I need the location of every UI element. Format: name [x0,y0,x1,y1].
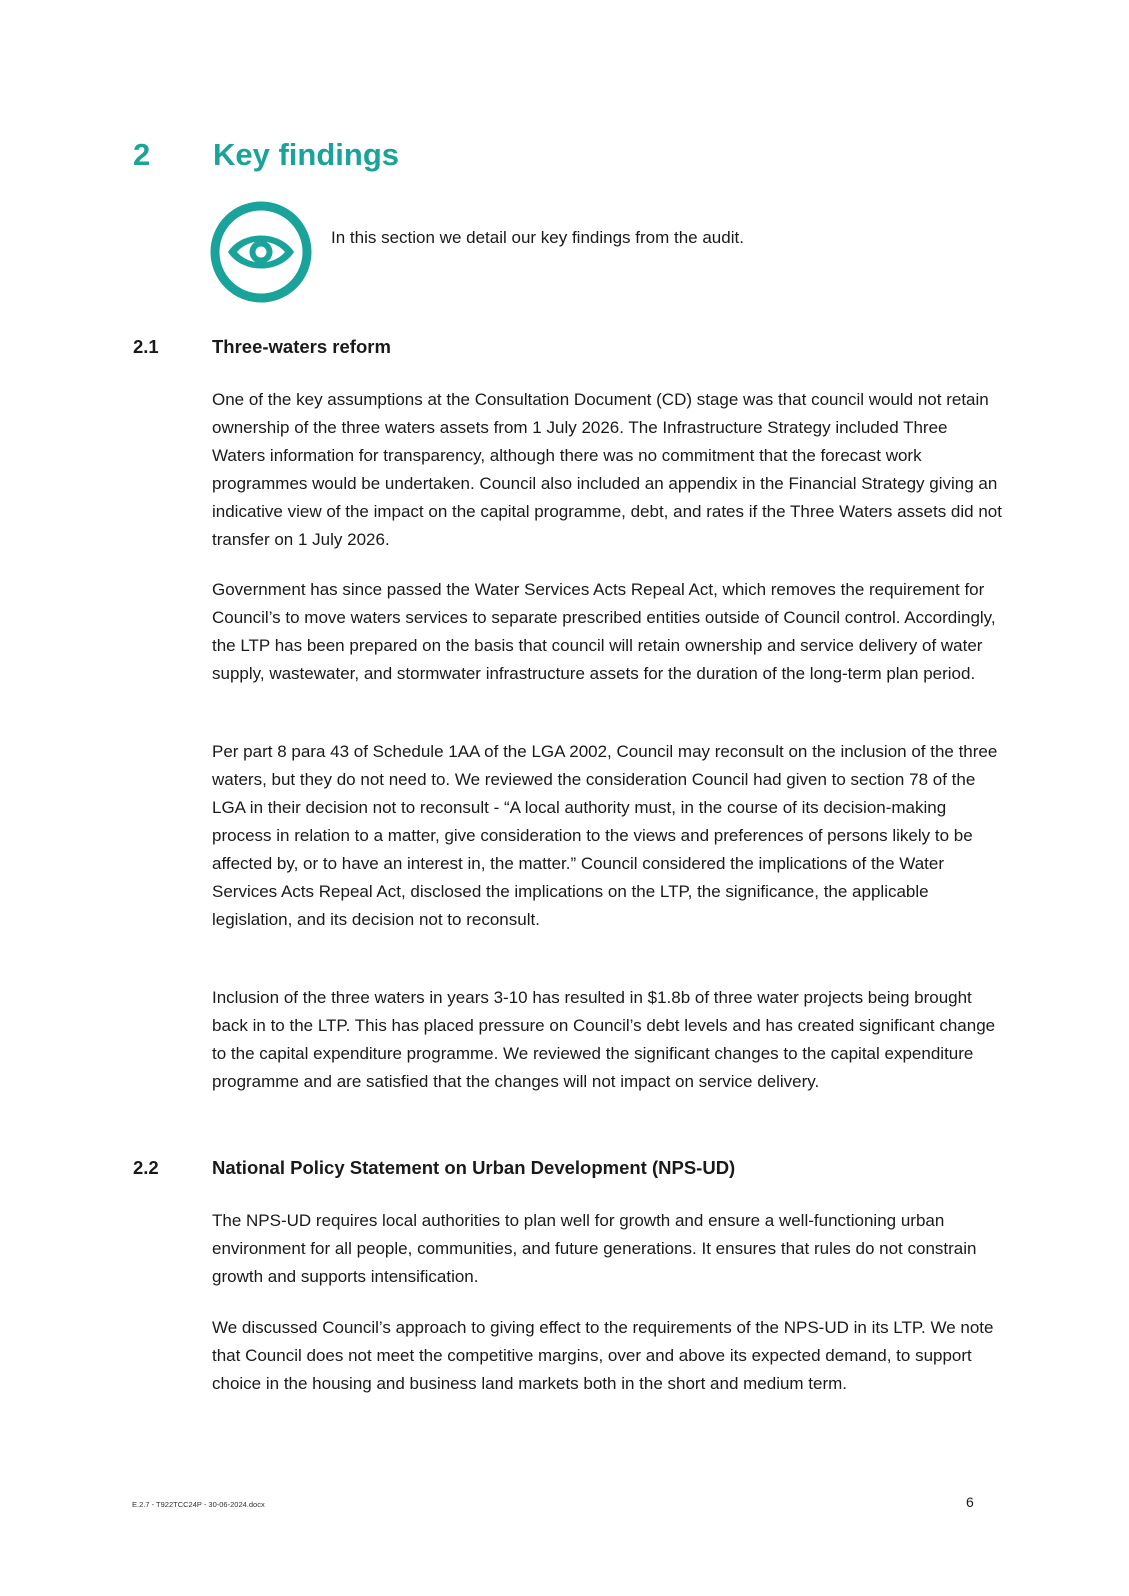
paragraph: We discussed Council’s approach to giving effect to the requirements of the NPS-UD in its LTP. We note that Council does not meet the competitive margins, over and above its expected demand, to support choice in the housing and business land markets both in the short and medium term. [212,1318,994,1393]
intro-callout [209,200,744,306]
intro-text: In this section we detail our key findings from the audit. [331,228,744,247]
paragraph: One of the key assumptions at the Consultation Document (CD) stage was that council would not retain ownership of the three waters assets from 1 July 2026. The Infrastructure Strategy included Three Waters information for transparency, although there was no commitment that the forecast work programmes would be undertaken. Council also included an appendix in the Financial Strategy giving an indicative view of the impact on the capital programme, debt, and rates if the Three Waters assets did not transfer on 1 July 2026. [212,390,1002,549]
section-number: 2 [133,137,151,172]
paragraph: Per part 8 para 43 of Schedule 1AA of the LGA 2002, Council may reconsult on the inclusion of the three waters, but they do not need to. We reviewed the consideration Council had given to section 78 of the LGA in their decision not to reconsult - “A local authority must, in the course of its decision-making process in relation to a matter, give consideration to the views and preferences of persons likely to be affected by, or to have an interest in, the matter.” Council considered the implications of the Water Services Acts Repeal Act, disclosed the implications on the LTP, the significance, the applicable legislation, and its decision not to reconsult. [212,742,998,929]
subsection-title: National Policy Statement on Urban Development (NPS-UD) [212,1157,736,1178]
subsection-title: Three-waters reform [212,336,391,357]
subsection-number: 2.1 [133,336,159,357]
section-heading [133,137,399,173]
subsection-number: 2.2 [133,1157,159,1178]
subsection-heading-2-1 [133,336,391,358]
paragraph: Inclusion of the three waters in years 3-10 has resulted in $1.8b of three water projects being brought back in to the LTP. This has placed pressure on Council’s debt levels and has created significant change to the capital expenditure programme. We reviewed the significant changes to the capital expenditure programme and are satisfied that the changes will not impact on service delivery. [212,988,996,1091]
paragraph: The NPS-UD requires local authorities to plan well for growth and ensure a well-functioning urban environment for all people, communities, and future generations. It ensures that rules do not constrain growth and supports intensification. [212,1211,977,1286]
paragraph: Government has since passed the Water Services Acts Repeal Act, which removes the requirement for Council’s to move waters services to separate prescribed entities outside of Council control. Accordingly, the LTP has been prepared on the basis that council will retain ownership and service delivery of water supply, wastewater, and stormwater infrastructure assets for the duration of the long-term plan period. [212,580,996,683]
footer-reference: E.2.7 - T922TCC24P - 30-06-2024.docx [132,1500,265,1509]
subsection-heading-2-2 [133,1157,735,1179]
section-title: Key findings [213,137,400,172]
eye-icon [209,200,313,304]
page-number: 6 [966,1494,974,1510]
